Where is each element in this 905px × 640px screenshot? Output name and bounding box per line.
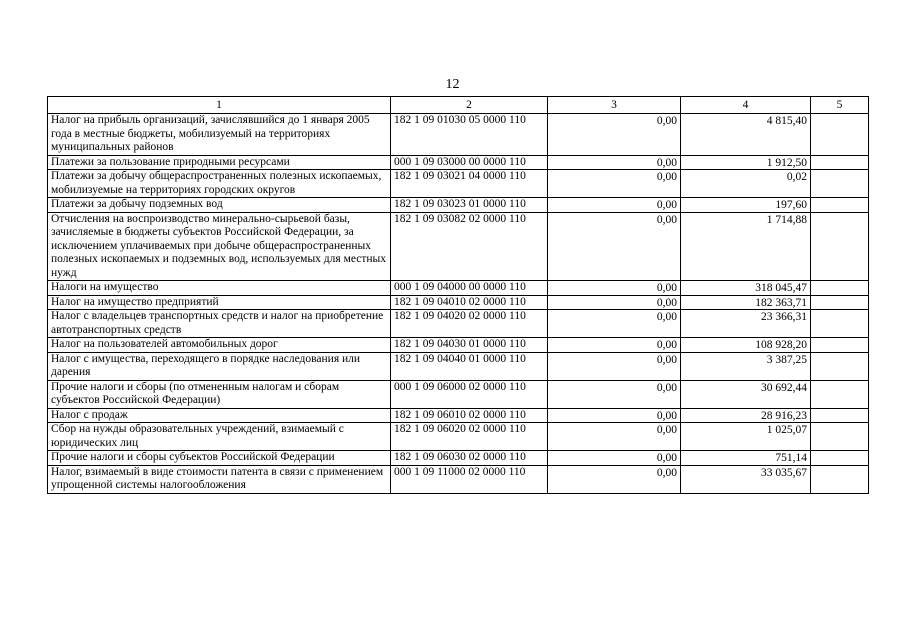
row-col4-cell bbox=[681, 198, 811, 213]
row-code-cell: 000 1 09 06000 02 0000 110 bbox=[391, 380, 548, 408]
row-name-cell: Налог с имущества, переходящего в порядке наследования или дарения bbox=[48, 352, 391, 380]
row-col5-cell bbox=[811, 295, 869, 310]
row-col4-value: 33 035,67 bbox=[761, 466, 807, 479]
row-col3-cell bbox=[548, 295, 681, 310]
row-code-cell: 182 1 09 04040 01 0000 110 bbox=[391, 352, 548, 380]
row-col5-cell bbox=[811, 310, 869, 338]
row-col4-cell bbox=[681, 212, 811, 281]
header-row bbox=[48, 97, 869, 114]
row-col4-cell bbox=[681, 423, 811, 451]
row-name-cell: Налог, взимаемый в виде стоимости патента в связи с применением упрощенной системы налогообложения bbox=[48, 465, 391, 493]
row-col4-cell bbox=[681, 380, 811, 408]
row-col3-cell bbox=[548, 380, 681, 408]
row-col3-cell bbox=[548, 423, 681, 451]
row-col5-cell bbox=[811, 451, 869, 466]
row-code-cell: 182 1 09 06010 02 0000 110 bbox=[391, 408, 548, 423]
row-col3-cell bbox=[548, 114, 681, 156]
row-col4-cell bbox=[681, 170, 811, 198]
row-col3-value: 0,00 bbox=[656, 115, 677, 127]
row-col3-value: 0,00 bbox=[656, 353, 677, 366]
row-code-cell: 182 1 09 06030 02 0000 110 bbox=[391, 451, 548, 466]
row-code-cell: 000 1 09 03000 00 0000 110 bbox=[391, 155, 548, 170]
row-col4-value: 751,14 bbox=[775, 452, 807, 464]
row-col5-cell bbox=[811, 338, 869, 353]
row-name-cell: Сбор на нужды образовательных учреждений, взимаемый с юридических лиц bbox=[48, 423, 391, 451]
row-col3-value: 0,00 bbox=[656, 339, 677, 351]
row-col4-value: 3 387,25 bbox=[766, 353, 807, 366]
row-col5-cell bbox=[811, 281, 869, 296]
row-name-cell: Отчисления на воспроизводство минерально-сырьевой базы, зачисляемые в бюджеты субъектов Российской Федерации, за исключением уплачиваемых при добыче общераспространенных полезных ископаемых и подземных вод, используемых для местных нужд bbox=[48, 212, 391, 281]
row-col3-value: 0,00 bbox=[656, 156, 677, 169]
row-col4-value: 28 916,23 bbox=[761, 409, 807, 422]
row-col3-value: 0,00 bbox=[656, 199, 677, 211]
row-name-cell: Платежи за пользование природными ресурсами bbox=[48, 155, 391, 170]
table-body bbox=[48, 114, 869, 494]
row-col4-value: 4 815,40 bbox=[766, 115, 807, 127]
row-code-cell: 000 1 09 11000 02 0000 110 bbox=[391, 465, 548, 493]
row-code-cell: 182 1 09 06020 02 0000 110 bbox=[391, 423, 548, 451]
row-col3-value: 0,00 bbox=[656, 381, 677, 394]
row-code-cell: 182 1 09 01030 05 0000 110 bbox=[391, 114, 548, 156]
row-col4-value: 23 366,31 bbox=[761, 311, 807, 323]
row-col5-cell bbox=[811, 465, 869, 493]
table-row bbox=[48, 423, 869, 451]
row-code-cell: 182 1 09 03082 02 0000 110 bbox=[391, 212, 548, 281]
row-code-cell: 182 1 09 04010 02 0000 110 bbox=[391, 295, 548, 310]
row-code-cell: 182 1 09 04030 01 0000 110 bbox=[391, 338, 548, 353]
table-row bbox=[48, 465, 869, 493]
row-col4-cell bbox=[681, 451, 811, 466]
row-name-cell: Налоги на имущество bbox=[48, 281, 391, 296]
row-col4-cell bbox=[681, 155, 811, 170]
row-name-cell: Налог на прибыль организаций, зачислявшийся до 1 января 2005 года в местные бюджеты, мобилизуемый на территориях муниципальных районов bbox=[48, 114, 391, 156]
table-row bbox=[48, 408, 869, 423]
row-name-cell: Налог с продаж bbox=[48, 408, 391, 423]
row-col4-cell bbox=[681, 408, 811, 423]
row-col3-value: 0,00 bbox=[656, 282, 677, 294]
row-name-cell: Налог на имущество предприятий bbox=[48, 295, 391, 310]
row-name-cell: Платежи за добычу общераспространенных полезных ископаемых, мобилизуемые на территориях городских округов bbox=[48, 170, 391, 198]
row-col5-cell bbox=[811, 198, 869, 213]
row-col5-cell bbox=[811, 155, 869, 170]
row-col3-cell bbox=[548, 212, 681, 281]
header-col-4: 4 bbox=[681, 97, 811, 114]
row-name-cell: Платежи за добычу подземных вод bbox=[48, 198, 391, 213]
row-col4-cell bbox=[681, 295, 811, 310]
row-col3-cell bbox=[548, 170, 681, 198]
row-col4-cell bbox=[681, 465, 811, 493]
table-row bbox=[48, 310, 869, 338]
row-name-cell: Налог с владельцев транспортных средств и налог на приобретение автотранспортных средств bbox=[48, 310, 391, 338]
row-col4-cell bbox=[681, 352, 811, 380]
row-col5-cell bbox=[811, 380, 869, 408]
row-col4-cell bbox=[681, 310, 811, 338]
row-col3-value: 0,00 bbox=[656, 213, 677, 226]
row-col4-cell bbox=[681, 338, 811, 353]
row-col4-value: 318 045,47 bbox=[755, 282, 807, 294]
row-col3-value: 0,00 bbox=[656, 311, 677, 323]
row-col4-cell bbox=[681, 114, 811, 156]
row-name-cell: Налог на пользователей автомобильных дорог bbox=[48, 338, 391, 353]
row-col3-cell bbox=[548, 451, 681, 466]
row-col4-value: 108 928,20 bbox=[755, 339, 807, 351]
table-row bbox=[48, 212, 869, 281]
row-code-cell: 000 1 09 04000 00 0000 110 bbox=[391, 281, 548, 296]
table-row bbox=[48, 281, 869, 296]
table-row bbox=[48, 155, 869, 170]
row-col4-value: 0,02 bbox=[786, 171, 807, 183]
header-col-3: 3 bbox=[548, 97, 681, 114]
row-col5-cell bbox=[811, 170, 869, 198]
table-row bbox=[48, 170, 869, 198]
row-col5-cell bbox=[811, 352, 869, 380]
row-col3-value: 0,00 bbox=[656, 409, 677, 422]
row-col4-value: 182 363,71 bbox=[755, 296, 807, 309]
table-row bbox=[48, 380, 869, 408]
table-row bbox=[48, 114, 869, 156]
header-col-5: 5 bbox=[811, 97, 869, 114]
row-col4-value: 1 714,88 bbox=[766, 213, 807, 226]
row-col5-cell bbox=[811, 423, 869, 451]
row-name-cell: Прочие налоги и сборы субъектов Российской Федерации bbox=[48, 451, 391, 466]
row-col4-value: 197,60 bbox=[775, 199, 807, 211]
row-col3-value: 0,00 bbox=[656, 171, 677, 183]
row-col3-cell bbox=[548, 352, 681, 380]
row-col3-cell bbox=[548, 198, 681, 213]
table-header bbox=[48, 97, 869, 114]
row-col3-cell bbox=[548, 310, 681, 338]
row-col4-value: 1 912,50 bbox=[766, 156, 807, 169]
header-col-2: 2 bbox=[391, 97, 548, 114]
row-col3-cell bbox=[548, 408, 681, 423]
row-code-cell: 182 1 09 04020 02 0000 110 bbox=[391, 310, 548, 338]
row-col3-value: 0,00 bbox=[656, 452, 677, 464]
row-code-cell: 182 1 09 03023 01 0000 110 bbox=[391, 198, 548, 213]
row-col4-value: 1 025,07 bbox=[766, 424, 807, 436]
table-row bbox=[48, 338, 869, 353]
table-row bbox=[48, 451, 869, 466]
row-col4-value: 30 692,44 bbox=[761, 381, 807, 394]
row-col5-cell bbox=[811, 212, 869, 281]
row-name-cell: Прочие налоги и сборы (по отмененным налогам и сборам субъектов Российской Федерации) bbox=[48, 380, 391, 408]
row-col3-cell bbox=[548, 338, 681, 353]
page-number: 12 bbox=[445, 77, 460, 92]
row-col5-cell bbox=[811, 114, 869, 156]
row-col3-value: 0,00 bbox=[656, 466, 677, 479]
row-col3-cell bbox=[548, 155, 681, 170]
table-row bbox=[48, 352, 869, 380]
header-col-1: 1 bbox=[48, 97, 391, 114]
table-row bbox=[48, 198, 869, 213]
table-row bbox=[48, 295, 869, 310]
row-col5-cell bbox=[811, 408, 869, 423]
budget-table bbox=[47, 96, 869, 494]
row-col3-value: 0,00 bbox=[656, 296, 677, 309]
row-code-cell: 182 1 09 03021 04 0000 110 bbox=[391, 170, 548, 198]
row-col4-cell bbox=[681, 281, 811, 296]
row-col3-value: 0,00 bbox=[656, 424, 677, 436]
row-col3-cell bbox=[548, 281, 681, 296]
row-col3-cell bbox=[548, 465, 681, 493]
